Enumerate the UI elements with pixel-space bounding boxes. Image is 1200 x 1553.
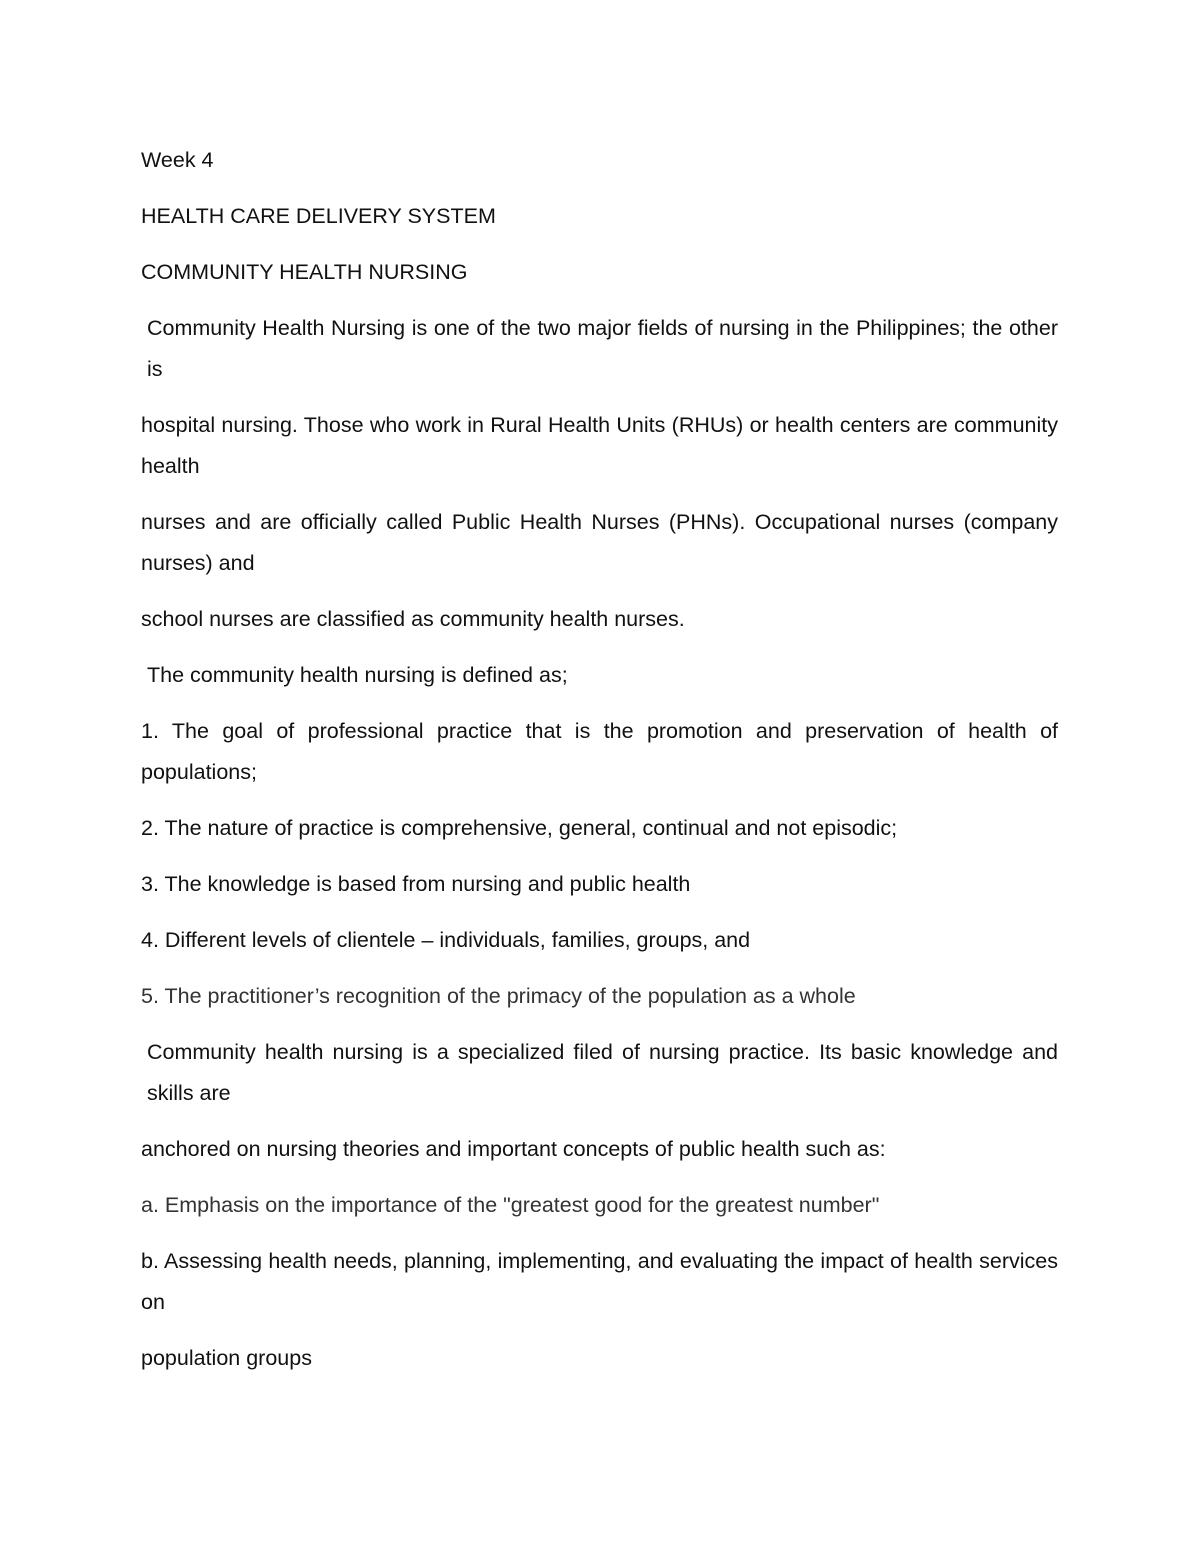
paragraph-specialized-field: Community health nursing is a specialized filed of nursing practice. Its basic knowledge and skills are <box>147 1040 1058 1105</box>
paragraph-school-nurses: school nurses are classified as community health nurses. <box>141 607 685 631</box>
list-item: 3. The knowledge is based from nursing and public health <box>141 872 691 896</box>
concept-item-a: a. Emphasis on the importance of the "greatest good for the greatest number" <box>141 1193 880 1217</box>
paragraph-anchored: anchored on nursing theories and important concepts of public health such as: <box>141 1137 886 1161</box>
paragraph-population-groups: population groups <box>141 1346 312 1370</box>
list-item: 4. Different levels of clientele – individuals, families, groups, and <box>141 928 751 952</box>
document-body <box>141 140 1058 1394</box>
paragraph-intro: Community Health Nursing is one of the two major fields of nursing in the Philippines; the other is <box>147 316 1058 381</box>
heading-community-health-nursing: COMMUNITY HEALTH NURSING <box>141 260 468 284</box>
list-item: 5. The practitioner’s recognition of the primacy of the population as a whole <box>141 984 856 1008</box>
concept-item-b: b. Assessing health needs, planning, implementing, and evaluating the impact of health services on <box>141 1249 1058 1314</box>
paragraph-phn: nurses and are officially called Public Health Nurses (PHNs). Occupational nurses (company nurses) and <box>141 510 1058 575</box>
week-label: Week 4 <box>141 148 214 172</box>
list-item: 2. The nature of practice is comprehensive, general, continual and not episodic; <box>141 816 898 840</box>
heading-health-care-delivery: HEALTH CARE DELIVERY SYSTEM <box>141 204 496 228</box>
list-item: 1. The goal of professional practice that is the promotion and preservation of health of populations; <box>141 719 1058 784</box>
paragraph-definition-intro: The community health nursing is defined as; <box>147 663 568 687</box>
paragraph-hospital-nursing: hospital nursing. Those who work in Rural Health Units (RHUs) or health centers are community health <box>141 413 1058 478</box>
